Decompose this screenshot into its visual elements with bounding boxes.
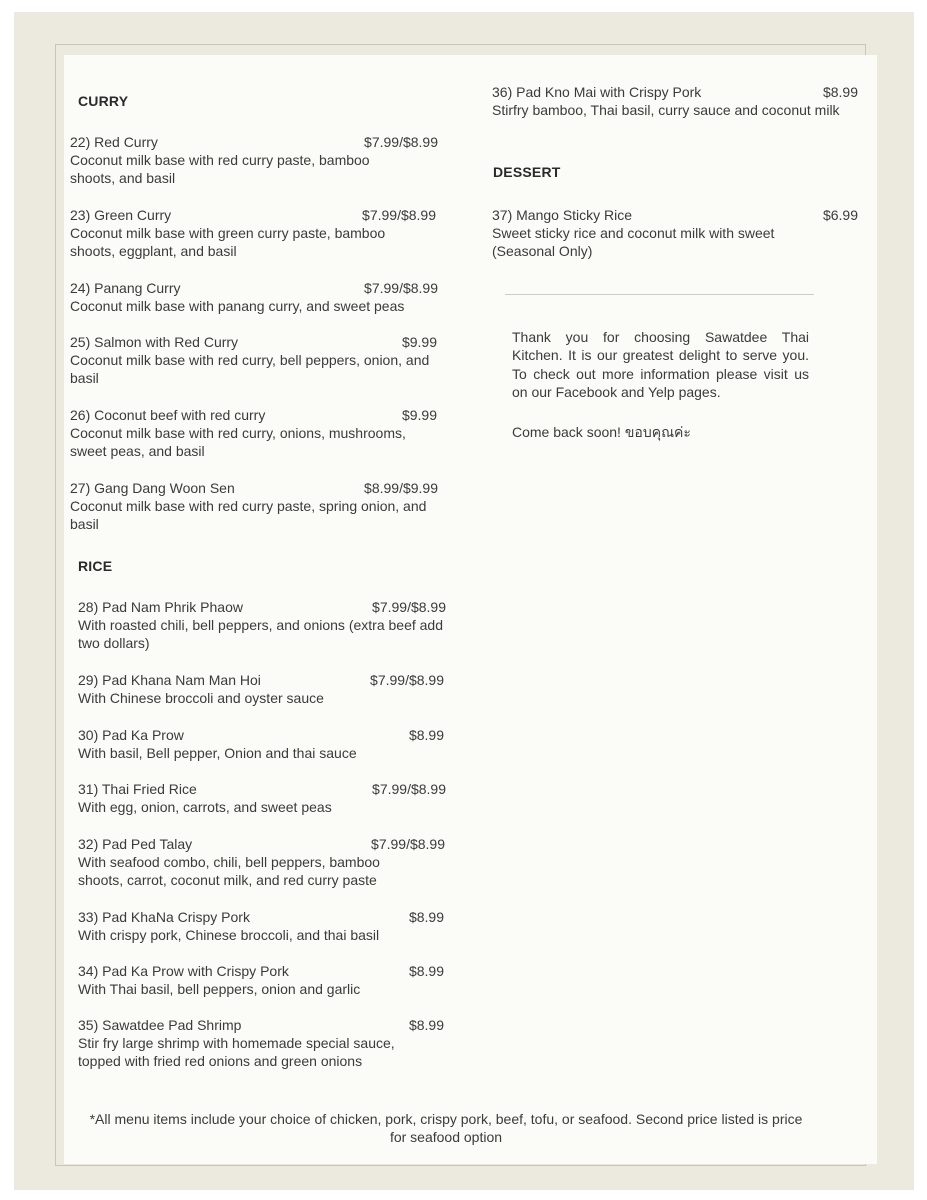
item-name: 30) Pad Ka Prow	[78, 727, 184, 743]
item-price: $7.99/$8.99	[372, 599, 446, 615]
item-description: Coconut milk base with panang curry, and sweet peas	[70, 298, 405, 314]
item-description: Stir fry large shrimp with homemade special sauce, topped with fried red onions and green onions	[78, 1035, 395, 1070]
item-price: $8.99	[408, 1017, 444, 1033]
menu-item-31	[78, 780, 446, 816]
rice-heading: RICE	[78, 558, 113, 574]
item-name: 36) Pad Kno Mai with Crispy Pork	[492, 84, 702, 100]
item-description: Coconut milk base with red curry, onions, mushrooms, sweet peas, and basil	[70, 425, 406, 460]
item-description: Coconut milk base with green curry paste, bamboo shoots, eggplant, and basil	[70, 225, 386, 260]
item-price: $8.99	[408, 727, 444, 743]
item-name: 23) Green Curry	[70, 207, 172, 223]
menu-item-35	[78, 1016, 444, 1070]
item-price: $7.99/$8.99	[372, 781, 446, 797]
item-price: $8.99/$9.99	[364, 480, 438, 496]
item-name: 31) Thai Fried Rice	[78, 781, 197, 797]
item-name: 29) Pad Khana Nam Man Hoi	[78, 672, 261, 688]
menu-item-25	[70, 333, 437, 387]
menu-item-36	[492, 83, 858, 119]
menu-item-32	[78, 835, 445, 889]
item-description: With roasted chili, bell peppers, and onions (extra beef add two dollars)	[78, 617, 443, 652]
item-description: With Chinese broccoli and oyster sauce	[78, 690, 324, 706]
item-name: 25) Salmon with Red Curry	[70, 334, 239, 350]
item-description: Coconut milk base with red curry paste, spring onion, and basil	[70, 498, 427, 533]
menu-item-34	[78, 962, 444, 998]
menu-item-27	[70, 479, 438, 533]
menu-item-23	[70, 206, 436, 260]
item-description: Coconut milk base with red curry paste, bamboo shoots, and basil	[70, 152, 370, 187]
come-back-note: Come back soon! ขอบคุณค่ะ	[512, 424, 691, 440]
menu-item-30	[78, 726, 444, 762]
menu-item-33	[78, 908, 444, 944]
item-name: 35) Sawatdee Pad Shrimp	[78, 1017, 242, 1033]
menu-item-28	[78, 598, 446, 652]
thank-you-note: Thank you for choosing Sawatdee Thai Kitchen. It is our greatest delight to serve you. To check out more information please visit us on our Facebook and Yelp pages.	[512, 329, 809, 400]
item-name: 22) Red Curry	[70, 134, 158, 150]
menu-item-24	[70, 279, 438, 315]
footnote: *All menu items include your choice of chicken, pork, crispy pork, beef, tofu, or seafood. Second price listed is price for seafood option	[89, 1111, 803, 1146]
item-description: With crispy pork, Chinese broccoli, and thai basil	[78, 927, 380, 943]
item-price: $7.99/$8.99	[371, 836, 445, 852]
item-price: $9.99	[401, 407, 437, 423]
item-price: $7.99/$8.99	[364, 280, 438, 296]
dessert-heading: DESSERT	[493, 164, 561, 180]
item-description: Coconut milk base with red curry, bell peppers, onion, and basil	[70, 352, 430, 387]
item-name: 27) Gang Dang Woon Sen	[70, 480, 235, 496]
item-description: Stirfry bamboo, Thai basil, curry sauce and coconut milk	[492, 102, 840, 118]
item-name: 33) Pad KhaNa Crispy Pork	[78, 909, 250, 925]
item-price: $8.99	[822, 84, 858, 100]
menu-item-29	[78, 671, 444, 707]
item-name: 28) Pad Nam Phrik Phaow	[78, 599, 243, 615]
item-name: 34) Pad Ka Prow with Crispy Pork	[78, 963, 289, 979]
item-description: Sweet sticky rice and coconut milk with sweet (Seasonal Only)	[492, 225, 775, 260]
item-name: 37) Mango Sticky Rice	[492, 207, 633, 223]
item-price: $7.99/$8.99	[362, 207, 436, 223]
item-description: With egg, onion, carrots, and sweet peas	[78, 799, 332, 815]
item-price: $8.99	[408, 963, 444, 979]
item-price: $7.99/$8.99	[370, 672, 444, 688]
item-price: $6.99	[822, 207, 858, 223]
menu-item-26	[70, 406, 437, 460]
item-description: With Thai basil, bell peppers, onion and garlic	[78, 981, 361, 997]
menu-item-22	[70, 133, 438, 187]
item-price: $9.99	[401, 334, 437, 350]
item-name: 24) Panang Curry	[70, 280, 181, 296]
item-price: $8.99	[408, 909, 444, 925]
item-name: 26) Coconut beef with red curry	[70, 407, 266, 423]
item-name: 32) Pad Ped Talay	[78, 836, 193, 852]
item-description: With seafood combo, chili, bell peppers, bamboo shoots, carrot, coconut milk, and red curry paste	[78, 854, 380, 889]
item-description: With basil, Bell pepper, Onion and thai sauce	[78, 745, 357, 761]
menu-item-37	[492, 206, 858, 260]
divider	[505, 294, 814, 295]
curry-heading: CURRY	[78, 93, 129, 109]
item-price: $7.99/$8.99	[364, 134, 438, 150]
